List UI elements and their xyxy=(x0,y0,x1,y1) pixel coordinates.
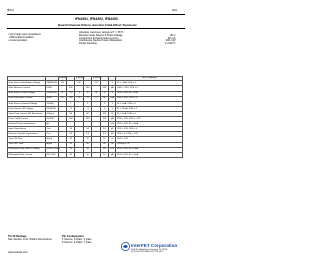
table-cell: VDS = 20V, ID = 1mA xyxy=(116,122,183,127)
table-cell: |VGS1-VGS2| xyxy=(46,148,60,151)
table-cell: 100 xyxy=(83,117,91,122)
table-cell: 14 xyxy=(83,127,91,132)
table-cell: 14 xyxy=(67,127,75,132)
table-cell: |IG1-IG2| xyxy=(45,152,58,157)
table-cell: rDS(on) xyxy=(45,111,58,116)
rating-value: 2 mW/°C xyxy=(165,42,176,46)
table-cell: Forward Transconductance xyxy=(8,122,46,127)
table-row xyxy=(8,152,183,157)
table-cell: 1 xyxy=(67,101,75,106)
table-cell: mV xyxy=(109,147,116,152)
feature-text: Differential Amplifiers xyxy=(9,35,34,39)
table-cell: -3 xyxy=(100,91,108,96)
pin-line: 5 Source, 6 Drain, 7 Gate xyxy=(62,240,92,244)
table-cell: 5 xyxy=(92,96,100,101)
feature-item: • Instrumentation xyxy=(8,38,28,42)
electrical-characteristics-table xyxy=(7,76,183,158)
rating-label: Continuous Device Power Dissipation xyxy=(79,39,123,43)
table-cell: 15 xyxy=(100,137,108,142)
table-cell: td(off) xyxy=(45,142,58,147)
website-link[interactable]: www.interfet.com xyxy=(8,251,28,254)
table-cell: -40 xyxy=(92,81,100,86)
table-cell: 14 xyxy=(100,127,108,132)
table-cell: 35 xyxy=(83,142,91,147)
table-cell: V xyxy=(109,81,116,86)
feature-item: • Very High Input Impedance xyxy=(8,33,41,36)
page-corner-right: 2N4 xyxy=(172,9,177,12)
table-cell: Drain Cutoff Current xyxy=(8,117,46,122)
table-cell: VGS(OFF) xyxy=(46,92,57,95)
table-cell: Input Capacitance xyxy=(8,127,46,132)
table-cell: VGS(on) = 0 xyxy=(116,142,183,147)
table-cell: 100 xyxy=(67,117,75,122)
table-cell: 150 xyxy=(67,96,75,101)
table-cell: VDS = 20V, VGS = -12V xyxy=(116,117,183,122)
table-cell: 30 xyxy=(100,96,108,101)
table-cell: V xyxy=(109,106,116,111)
table-cell: gfs xyxy=(45,122,58,127)
ratings-heading: Absolute maximum ratings at T = 25°C xyxy=(79,31,124,34)
table-cell: 1 xyxy=(83,101,91,106)
table-cell: -5 xyxy=(83,91,91,96)
table-cell: 30 xyxy=(67,111,75,116)
table-cell: Static Drain Source ON Resistance xyxy=(8,111,46,116)
table-cell: VGS(F) xyxy=(45,101,58,106)
table-cell: -40 xyxy=(58,81,66,86)
table-cell: 20 xyxy=(100,147,108,152)
table-cell: 50 xyxy=(100,142,108,147)
table-cell: IDSS xyxy=(45,96,58,101)
absolute-ratings-values xyxy=(165,35,175,46)
table-cell: Reverse Transfer Capacitance xyxy=(8,132,46,137)
table-cell: Drain Saturation Current xyxy=(8,96,46,101)
rating-value: 300 mW xyxy=(165,39,176,43)
pin-title: Pin Configuration xyxy=(62,235,84,238)
table-cell: 15 xyxy=(83,137,91,142)
table-cell: Turn OFF Time xyxy=(8,142,46,147)
table-cell: VGS = -20V, VDS = 0 xyxy=(116,86,183,91)
table-cell: 100 xyxy=(100,117,108,122)
table-cell: 10 xyxy=(67,152,75,157)
package-note: See Section G for Outline Dimensions xyxy=(8,237,52,241)
table-cell: 100 xyxy=(83,86,91,91)
table-cell: 60 xyxy=(83,111,91,116)
table-cell: mA xyxy=(109,96,116,101)
interfet-logo-icon xyxy=(121,242,130,251)
table-cell: Crss xyxy=(45,132,58,137)
table-cell: ID(OFF) xyxy=(45,117,58,122)
table-cell: Ω xyxy=(109,111,116,116)
rating-label: Power Derating xyxy=(79,42,97,46)
table-cell: -.5 xyxy=(92,91,100,96)
table-cell: td(on) xyxy=(45,137,58,142)
rating-value: -40 V xyxy=(169,33,176,37)
table-cell: pA xyxy=(109,86,116,91)
table-cell: Turn ON Time xyxy=(8,137,46,142)
table-cell: VDS = 20V, VGS = 0 xyxy=(116,127,183,132)
table-header-cell: Test Conditions xyxy=(116,77,183,81)
company-address xyxy=(131,249,167,254)
table-cell: 20 xyxy=(67,142,75,147)
part-numbers: IFN4391, IFN4392, IFN4393 xyxy=(75,17,118,21)
table-cell: pA xyxy=(109,152,116,157)
table-cell: V(BR)GSS xyxy=(46,82,58,85)
table-header-cell: IFN4393 xyxy=(92,77,102,80)
table-cell: 3.5 xyxy=(83,132,91,137)
table-cell: VDS = 20V, ID = 1mA xyxy=(116,147,183,152)
table-header-cell: IFN4392 xyxy=(75,77,85,80)
table-cell: .4 xyxy=(83,106,91,111)
pin-configuration xyxy=(62,236,91,244)
package-info xyxy=(8,236,52,242)
table-cell: ID = 1mA, VGS = 0 xyxy=(116,111,183,116)
table-cell: 20 xyxy=(83,147,91,152)
table-cell: IG = 1mA, VDS = 0 xyxy=(116,101,183,106)
table-cell: 100 xyxy=(67,86,75,91)
table-header-cell: IFN4391 xyxy=(59,77,68,80)
table-cell: -2 xyxy=(75,91,83,96)
page-corner-left: IB 9/1 xyxy=(7,9,14,12)
table-cell: .4 xyxy=(100,106,108,111)
table-cell: ns xyxy=(109,142,116,147)
feature-list xyxy=(8,34,41,42)
table-cell: pA xyxy=(109,117,116,122)
rating-value: 50 mA xyxy=(167,36,176,40)
table-cell: 20 xyxy=(67,147,75,152)
table-cell: VDS = 20V, ID = 1nA xyxy=(116,91,183,96)
address-line: (972) 487-1287 FAX (972) 276-3375 xyxy=(131,251,164,254)
table-cell: 1 xyxy=(100,101,108,106)
table-cell: Gate Source Forward Voltage xyxy=(8,101,46,106)
table-cell: -40 xyxy=(75,81,83,86)
table-cell: mS xyxy=(109,122,116,127)
table-cell: 10 xyxy=(100,152,108,157)
table-cell: VDS = 0, VGS = -12V xyxy=(116,132,183,137)
rating-label: Continuous Forward Gate Current xyxy=(79,36,119,40)
feature-text: Very High Input Impedance xyxy=(9,33,41,36)
table-cell xyxy=(58,152,66,157)
table-cell: 50 xyxy=(58,96,66,101)
table-cell: Drain Source ON Voltage xyxy=(8,106,46,111)
feature-text: Instrumentation xyxy=(9,38,28,42)
address-line: 1000 N. Shiloh Road, Garland, TX 75042 xyxy=(131,249,168,251)
table-cell: V xyxy=(109,101,116,106)
table-cell: Differential Gate Current xyxy=(8,152,46,157)
table-cell: VDS(ON) xyxy=(45,106,58,111)
table-cell: VDD = 10V xyxy=(116,137,183,142)
table-cell: Ciss xyxy=(45,127,58,132)
table-cell: 25 xyxy=(75,96,83,101)
table-cell: Gate Source Cutoff Voltage xyxy=(8,91,46,96)
table-cell: 75 xyxy=(83,96,91,101)
rating-label: Reverse Gate Source & Drain Voltage xyxy=(79,33,123,37)
table-cell: 3.5 xyxy=(100,132,108,137)
table-cell xyxy=(92,152,100,157)
table-cell: 10 xyxy=(83,152,91,157)
table-cell: pF xyxy=(109,127,116,132)
package-label: TO-78 Package xyxy=(8,235,27,238)
table-cell: 15 xyxy=(67,137,75,142)
table-cell: 3.5 xyxy=(67,132,75,137)
table-cell: pF xyxy=(109,132,116,137)
table-cell: .4 xyxy=(67,106,75,111)
table-cell: 100 xyxy=(100,86,108,91)
absolute-ratings xyxy=(79,32,123,46)
table-cell: IG = -1µA, VDS = 0 xyxy=(116,81,183,86)
table-cell: VDS = 20V, VGS = 0 xyxy=(116,96,183,101)
table-cell: Gate Reverse Current xyxy=(8,86,46,91)
table-cell: V xyxy=(109,91,116,96)
table-cell: Gate Source Breakdown Voltage xyxy=(8,81,46,86)
table-cell: ns xyxy=(109,137,116,142)
table-cell: 100 xyxy=(100,111,108,116)
table-cell: -10 xyxy=(67,91,75,96)
pin-line: 1 Source, 2 Drain, 3 Gate xyxy=(62,237,92,241)
table-cell: IGSS xyxy=(45,86,58,91)
table-cell xyxy=(75,152,83,157)
table-cell: VDS = 20V, ID = 1mA xyxy=(116,152,183,157)
table-cell: -4 xyxy=(58,91,66,96)
company-name: InterFET Corporation xyxy=(131,243,178,248)
device-subtitle: Dual N-Channel Silicon Junction Field-Effect Transistor xyxy=(58,23,137,27)
table-cell: Differential Gate Source Voltage xyxy=(8,147,46,152)
table-cell: ID = 12mA, VGS = 0 xyxy=(116,106,183,111)
